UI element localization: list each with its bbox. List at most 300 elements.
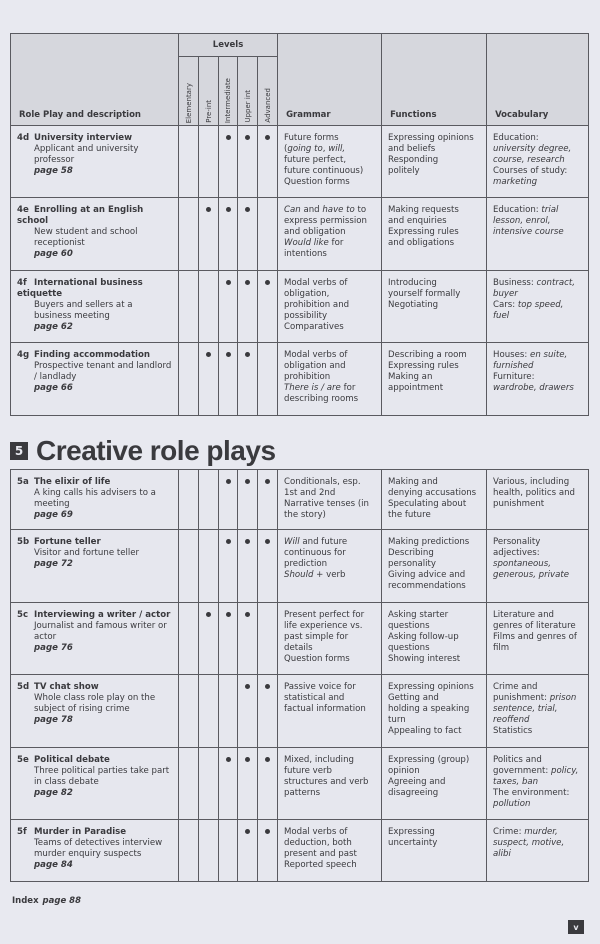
level-cell-elementary: [179, 603, 199, 675]
vocabulary-line: government: policy,: [493, 765, 579, 776]
vocabulary-line: Education:: [493, 133, 539, 143]
role-play-title: TV chat show: [34, 682, 99, 692]
table-row: [11, 603, 589, 675]
table-row: [11, 820, 589, 882]
level-cell-advanced: [258, 603, 278, 675]
grammar-line: obligation,: [284, 288, 330, 299]
functions-line: opinion: [388, 765, 420, 776]
functions-line: Describing a room: [388, 350, 467, 360]
level-dot-icon: [265, 539, 270, 544]
header-level-advanced: Advanced: [258, 57, 278, 131]
vocabulary-line: buyer: [493, 288, 518, 299]
unit4-table: [10, 125, 589, 416]
level-cell-advanced: [258, 748, 278, 820]
role-play-cell: [11, 343, 179, 416]
grammar-line: life experience vs.: [284, 620, 363, 631]
vocabulary-line: Courses of study:: [493, 165, 568, 176]
level-cell-upper-int: [238, 126, 258, 198]
grammar-line: Should + verb: [284, 569, 346, 580]
level-dot-icon: [226, 207, 231, 212]
role-play-description: Three political parties take part in class debate: [34, 765, 170, 787]
functions-cell: [382, 271, 487, 343]
vocabulary-line: sentence, trial,: [493, 703, 558, 714]
grammar-line: Reported speech: [284, 859, 357, 870]
vocabulary-line: The environment:: [493, 787, 570, 798]
role-play-cell: [11, 603, 179, 675]
grammar-cell: [278, 126, 382, 198]
grammar-line: Modal verbs of: [284, 278, 348, 288]
grammar-cell: [278, 343, 382, 416]
grammar-cell: [278, 748, 382, 820]
level-dot-icon: [245, 684, 250, 689]
functions-line: Making predictions: [388, 537, 470, 547]
functions-line: Expressing: [388, 827, 435, 837]
grammar-line: Present perfect for: [284, 610, 365, 620]
functions-line: uncertainty: [388, 837, 438, 848]
vocabulary-line: Houses: en suite,: [493, 350, 568, 360]
functions-line: the future: [388, 509, 431, 520]
level-dot-icon: [245, 612, 250, 617]
role-play-title: Fortune teller: [34, 537, 101, 547]
level-dot-icon: [245, 207, 250, 212]
functions-line: and enquiries: [388, 215, 447, 226]
level-cell-elementary: [179, 343, 199, 416]
level-dot-icon: [226, 757, 231, 762]
level-cell-advanced: [258, 530, 278, 603]
level-cell-pre-int: [199, 470, 219, 530]
functions-line: Expressing rules: [388, 360, 459, 371]
functions-cell: [382, 603, 487, 675]
table-row: [11, 530, 589, 603]
role-play-cell: [11, 470, 179, 530]
level-cell-upper-int: [238, 343, 258, 416]
table-row: [11, 198, 589, 271]
grammar-line: Will and future: [284, 537, 348, 547]
role-play-description: Applicant and university professor: [34, 143, 139, 165]
level-cell-upper-int: [238, 530, 258, 603]
vocabulary-line: genres of literature: [493, 620, 576, 631]
level-cell-upper-int: [238, 603, 258, 675]
functions-line: turn: [388, 714, 406, 725]
header-level-intermediate: Intermediate: [219, 57, 238, 131]
level-dot-icon: [265, 684, 270, 689]
role-play-code: 5d: [17, 682, 30, 692]
role-play-page-link[interactable]: page 69: [34, 509, 73, 520]
vocabulary-line: Politics and: [493, 755, 542, 765]
role-play-description: Visitor and fortune teller: [34, 547, 140, 558]
header-level-upper-int: Upper int: [238, 57, 258, 131]
functions-line: Expressing opinions: [388, 133, 474, 143]
role-play-cell: [11, 820, 179, 882]
level-cell-elementary: [179, 198, 199, 271]
index-page: page 88: [42, 896, 82, 906]
level-cell-upper-int: [238, 271, 258, 343]
table-row: [11, 748, 589, 820]
vocabulary-line: Education: trial: [493, 205, 559, 215]
level-cell-advanced: [258, 271, 278, 343]
level-cell-intermediate: [219, 271, 238, 343]
grammar-line: express permission: [284, 215, 367, 226]
level-cell-advanced: [258, 470, 278, 530]
role-play-cell: [11, 198, 179, 271]
level-dot-icon: [245, 757, 250, 762]
functions-cell: [382, 343, 487, 416]
vocabulary-line: reoffend: [493, 714, 530, 725]
table-header: [10, 33, 589, 131]
role-play-code: 4e: [17, 205, 29, 215]
role-play-code: 5f: [17, 827, 27, 837]
grammar-line: continuous for: [284, 547, 346, 558]
role-play-title: Political debate: [34, 755, 110, 765]
grammar-line: future continuous): [284, 165, 364, 176]
grammar-line: describing rooms: [284, 393, 359, 404]
role-play-description: A king calls his advisers to a meeting: [34, 487, 156, 509]
grammar-line: intentions: [284, 248, 327, 259]
functions-line: Speculating about: [388, 498, 467, 509]
level-cell-pre-int: [199, 530, 219, 603]
functions-line: Making an: [388, 371, 433, 382]
level-dot-icon: [226, 135, 231, 140]
level-cell-intermediate: [219, 820, 238, 882]
level-dot-icon: [206, 207, 211, 212]
grammar-cell: [278, 198, 382, 271]
role-play-page-link[interactable]: page 72: [34, 558, 73, 569]
role-play-cell: [11, 271, 179, 343]
table-row: [11, 675, 589, 748]
role-play-code: 4d: [17, 133, 30, 143]
level-cell-pre-int: [199, 343, 219, 416]
level-cell-intermediate: [219, 343, 238, 416]
header-role-play: Role Play and description: [11, 34, 179, 131]
level-cell-pre-int: [199, 748, 219, 820]
grammar-cell: [278, 820, 382, 882]
grammar-line: 1st and 2nd: [284, 487, 336, 498]
vocabulary-line: Cars: top speed,: [493, 299, 564, 310]
level-dot-icon: [245, 829, 250, 834]
vocabulary-line: lesson, enrol,: [493, 215, 551, 226]
role-play-code: 4g: [17, 350, 30, 360]
vocabulary-line: fuel: [493, 310, 510, 321]
vocabulary-line: health, politics and: [493, 487, 576, 498]
functions-cell: [382, 675, 487, 748]
level-dot-icon: [226, 612, 231, 617]
level-cell-intermediate: [219, 603, 238, 675]
functions-line: Agreeing and: [388, 776, 446, 787]
level-cell-elementary: [179, 748, 199, 820]
functions-line: Asking starter: [388, 610, 449, 620]
grammar-line: prohibition and: [284, 299, 350, 310]
grammar-cell: [278, 470, 382, 530]
role-play-description: Prospective tenant and landlord / landlady: [34, 360, 172, 382]
role-play-code: 5a: [17, 477, 29, 487]
functions-line: Responding: [388, 154, 439, 165]
table-row: [11, 343, 589, 416]
table-row: [11, 126, 589, 198]
level-dot-icon: [245, 280, 250, 285]
header-levels: Levels: [179, 34, 278, 57]
level-cell-advanced: [258, 675, 278, 748]
functions-line: denying accusations: [388, 487, 477, 498]
header-level-pre-int: Pre-int: [199, 57, 219, 131]
vocabulary-line: alibi: [493, 848, 511, 859]
role-play-title: Interviewing a writer / actor: [34, 610, 171, 620]
grammar-line: present and past: [284, 848, 357, 859]
table-row: [11, 470, 589, 530]
vocabulary-line: Statistics: [493, 725, 533, 736]
level-cell-upper-int: [238, 748, 258, 820]
functions-line: questions: [388, 620, 430, 631]
role-play-page-link[interactable]: page 78: [34, 714, 73, 725]
role-play-cell: [11, 126, 179, 198]
role-play-title: University interview: [34, 133, 133, 143]
vocabulary-line: spontaneous,: [493, 558, 551, 569]
grammar-line: Modal verbs of: [284, 350, 348, 360]
functions-line: Making and: [388, 477, 438, 487]
grammar-line: Narrative tenses (in: [284, 498, 370, 509]
grammar-line: Mixed, including: [284, 755, 354, 765]
level-cell-intermediate: [219, 748, 238, 820]
level-cell-intermediate: [219, 470, 238, 530]
role-play-title: Enrolling at an English school: [17, 205, 144, 226]
vocabulary-cell: [487, 470, 589, 530]
grammar-line: Question forms: [284, 653, 350, 664]
vocabulary-line: Furniture:: [493, 371, 535, 382]
level-dot-icon: [265, 280, 270, 285]
grammar-line: factual information: [284, 703, 366, 714]
functions-line: Giving advice and: [388, 569, 466, 580]
functions-line: Asking follow-up: [388, 631, 459, 642]
role-play-title: Finding accommodation: [34, 350, 151, 360]
grammar-line: future perfect,: [284, 154, 347, 165]
role-play-page-link[interactable]: page 60: [34, 248, 73, 259]
level-cell-intermediate: [219, 198, 238, 271]
functions-line: personality: [388, 558, 436, 569]
vocabulary-line: adjectives:: [493, 547, 540, 558]
vocabulary-line: film: [493, 642, 510, 653]
functions-line: Negotiating: [388, 299, 439, 310]
functions-line: holding a speaking: [388, 703, 470, 714]
grammar-line: the story): [284, 509, 326, 520]
vocabulary-cell: [487, 820, 589, 882]
grammar-line: prohibition: [284, 371, 331, 382]
vocabulary-cell: [487, 530, 589, 603]
level-cell-upper-int: [238, 820, 258, 882]
vocabulary-line: wardrobe, drawers: [493, 382, 574, 393]
level-cell-upper-int: [238, 198, 258, 271]
functions-line: and beliefs: [388, 143, 436, 154]
level-cell-intermediate: [219, 675, 238, 748]
functions-cell: [382, 820, 487, 882]
section-title: Creative role plays: [36, 435, 276, 466]
header-grammar: Grammar: [278, 34, 382, 131]
vocabulary-line: university degree,: [493, 143, 572, 154]
functions-line: Appealing to fact: [388, 725, 462, 736]
vocabulary-line: Personality: [493, 537, 541, 547]
index-label: Index: [12, 896, 39, 906]
role-play-cell: [11, 748, 179, 820]
level-dot-icon: [226, 280, 231, 285]
level-dot-icon: [226, 352, 231, 357]
grammar-line: Comparatives: [284, 321, 344, 332]
vocabulary-line: marketing: [493, 176, 538, 187]
role-play-title: International business etiquette: [17, 278, 143, 299]
grammar-line: (going to, will,: [284, 143, 346, 154]
vocabulary-cell: [487, 343, 589, 416]
functions-line: Introducing: [388, 278, 437, 288]
level-cell-pre-int: [199, 126, 219, 198]
grammar-line: and obligation: [284, 226, 346, 237]
grammar-line: Passive voice for: [284, 682, 356, 692]
role-play-title: The elixir of life: [34, 477, 111, 487]
functions-line: Expressing (group): [388, 755, 470, 765]
level-cell-elementary: [179, 271, 199, 343]
functions-line: appointment: [388, 382, 444, 393]
grammar-cell: [278, 675, 382, 748]
grammar-cell: [278, 271, 382, 343]
role-play-description: Journalist and famous writer or actor: [34, 620, 167, 642]
vocabulary-line: Crime: murder,: [493, 827, 558, 837]
level-dot-icon: [245, 352, 250, 357]
vocabulary-line: course, research: [493, 154, 565, 165]
vocabulary-cell: [487, 675, 589, 748]
level-dot-icon: [245, 135, 250, 140]
index-reference: [12, 896, 81, 906]
role-play-page-link[interactable]: page 76: [34, 642, 73, 653]
level-dot-icon: [265, 829, 270, 834]
role-play-cell: [11, 675, 179, 748]
vocabulary-line: intensive course: [493, 226, 564, 237]
role-play-page-link[interactable]: page 66: [34, 382, 73, 393]
level-cell-advanced: [258, 343, 278, 416]
grammar-line: Question forms: [284, 176, 350, 187]
section5-table: [10, 469, 589, 882]
level-cell-pre-int: [199, 603, 219, 675]
level-cell-pre-int: [199, 198, 219, 271]
functions-cell: [382, 470, 487, 530]
role-play-page-link[interactable]: page 62: [34, 321, 73, 332]
vocabulary-line: Literature and: [493, 610, 554, 620]
functions-cell: [382, 748, 487, 820]
functions-line: and obligations: [388, 237, 455, 248]
grammar-cell: [278, 530, 382, 603]
level-cell-elementary: [179, 126, 199, 198]
level-dot-icon: [245, 479, 250, 484]
grammar-line: patterns: [284, 787, 321, 798]
vocabulary-cell: [487, 748, 589, 820]
grammar-line: Modal verbs of: [284, 827, 348, 837]
level-cell-intermediate: [219, 126, 238, 198]
level-cell-pre-int: [199, 675, 219, 748]
level-cell-advanced: [258, 198, 278, 271]
level-cell-pre-int: [199, 820, 219, 882]
level-dot-icon: [245, 539, 250, 544]
header-level-elementary: Elementary: [179, 57, 199, 131]
section-heading: [10, 434, 276, 468]
grammar-line: possibility: [284, 310, 328, 321]
grammar-line: There is / are for: [284, 382, 356, 393]
functions-cell: [382, 126, 487, 198]
functions-cell: [382, 198, 487, 271]
page-number-badge: v: [568, 920, 584, 934]
functions-line: Describing: [388, 547, 434, 558]
level-dot-icon: [265, 479, 270, 484]
level-cell-advanced: [258, 820, 278, 882]
grammar-line: Would like for: [284, 237, 344, 248]
vocabulary-line: taxes, ban: [493, 776, 539, 787]
role-play-description: New student and school receptionist: [34, 226, 138, 248]
role-play-page-link[interactable]: page 82: [34, 787, 73, 798]
level-cell-advanced: [258, 126, 278, 198]
section-number-badge: 5: [10, 442, 28, 460]
grammar-line: details: [284, 642, 313, 653]
header-functions: Functions: [382, 34, 487, 131]
table-row: [11, 271, 589, 343]
level-cell-elementary: [179, 675, 199, 748]
level-dot-icon: [226, 539, 231, 544]
role-play-code: 5c: [17, 610, 29, 620]
role-play-code: 4f: [17, 278, 27, 288]
level-cell-elementary: [179, 820, 199, 882]
vocabulary-line: Films and genres of: [493, 631, 577, 642]
grammar-line: future verb: [284, 765, 333, 776]
functions-line: Making requests: [388, 205, 459, 215]
vocabulary-cell: [487, 603, 589, 675]
grammar-line: Can and have to to: [284, 205, 367, 215]
level-cell-elementary: [179, 530, 199, 603]
grammar-line: statistical and: [284, 692, 345, 703]
level-cell-upper-int: [238, 675, 258, 748]
role-play-page-link[interactable]: page 84: [34, 859, 73, 870]
functions-line: yourself formally: [388, 288, 461, 299]
role-play-page-link[interactable]: page 58: [34, 165, 73, 176]
vocabulary-line: generous, private: [493, 569, 570, 580]
functions-line: Expressing rules: [388, 226, 459, 237]
role-play-description: Buyers and sellers at a business meeting: [34, 299, 133, 321]
vocabulary-line: Business: contract,: [493, 278, 575, 288]
vocabulary-line: pollution: [493, 798, 531, 809]
grammar-line: Conditionals, esp.: [284, 477, 361, 487]
role-play-code: 5b: [17, 537, 30, 547]
functions-line: recommendations: [388, 580, 466, 591]
role-play-description: Teams of detectives interview murder enquiry suspects: [34, 837, 163, 859]
grammar-line: obligation and: [284, 360, 346, 371]
level-dot-icon: [206, 612, 211, 617]
vocabulary-cell: [487, 198, 589, 271]
vocabulary-line: punishment: prison: [493, 692, 577, 703]
grammar-line: prediction: [284, 558, 328, 569]
functions-line: questions: [388, 642, 430, 653]
grammar-line: structures and verb: [284, 776, 369, 787]
functions-cell: [382, 530, 487, 603]
functions-line: disagreeing: [388, 787, 439, 798]
vocabulary-line: Various, including: [493, 477, 570, 487]
functions-line: politely: [388, 165, 420, 176]
vocabulary-line: Crime and: [493, 682, 538, 692]
level-dot-icon: [265, 135, 270, 140]
role-play-code: 5e: [17, 755, 29, 765]
grammar-line: deduction, both: [284, 837, 352, 848]
grammar-cell: [278, 603, 382, 675]
vocabulary-cell: [487, 271, 589, 343]
functions-line: Expressing opinions: [388, 682, 474, 692]
grammar-line: Future forms: [284, 133, 339, 143]
header-vocabulary: Vocabulary: [487, 34, 589, 131]
functions-line: Getting and: [388, 692, 439, 703]
level-dot-icon: [206, 352, 211, 357]
role-play-description: Whole class role play on the subject of rising crime: [34, 692, 156, 714]
vocabulary-line: punishment: [493, 498, 545, 509]
level-cell-pre-int: [199, 271, 219, 343]
